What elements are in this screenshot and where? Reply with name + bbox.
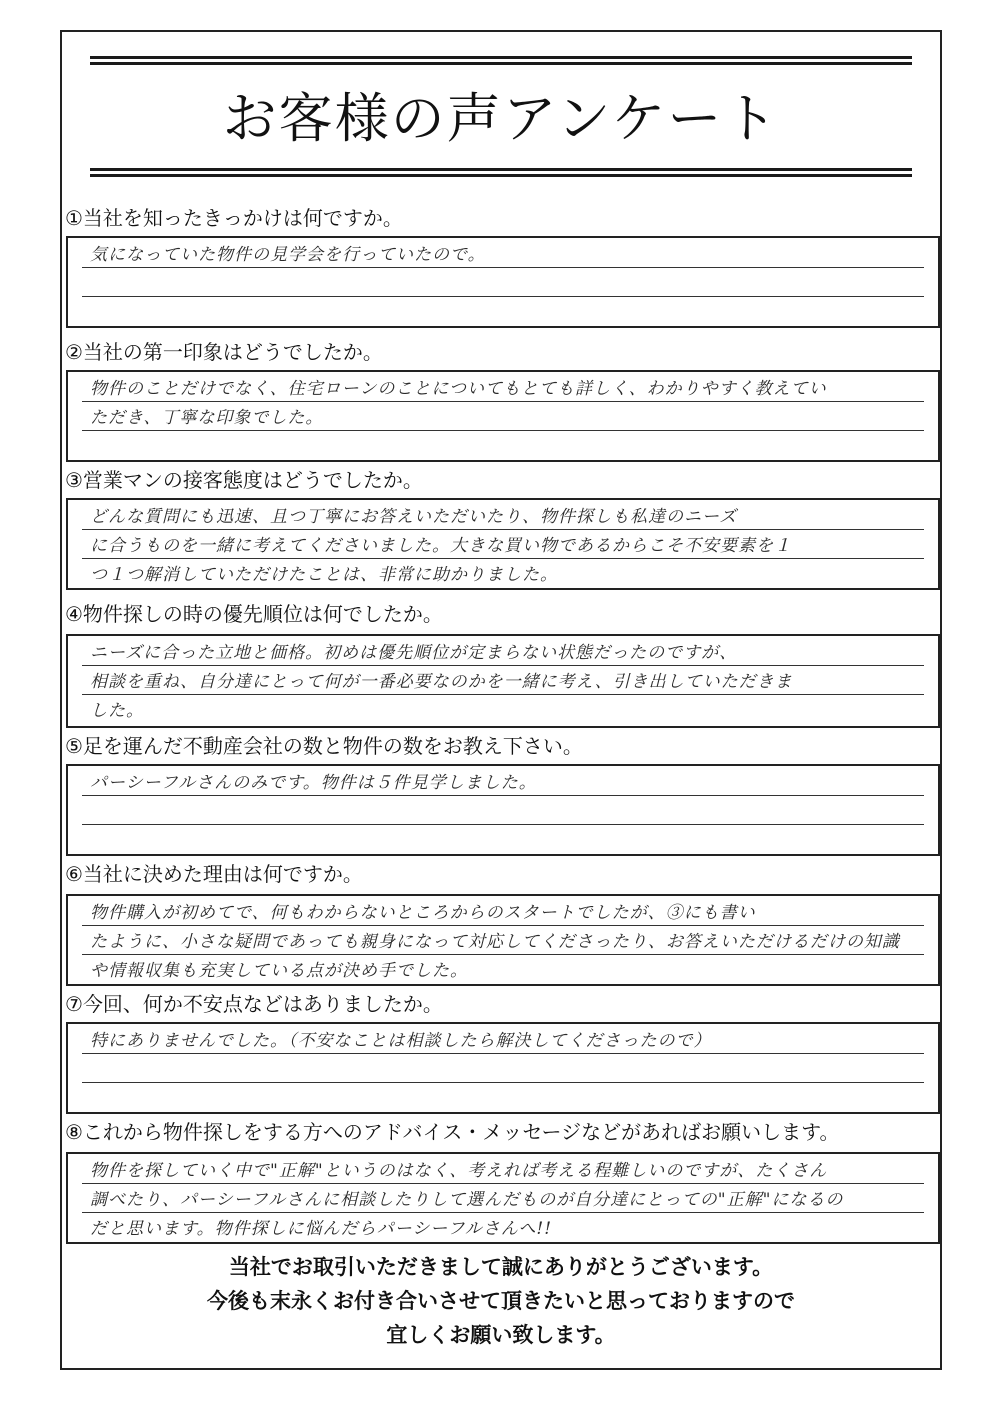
footer-thanks: 当社でお取引いただきまして誠にありがとうございます。 [228, 1255, 774, 1279]
question-6-label: ⑥当社に決めた理由は何ですか。 [65, 862, 363, 886]
answer-rule [82, 1183, 924, 1184]
answer-rule [82, 925, 924, 926]
answer-box-6 [66, 894, 940, 986]
answer-rule [82, 954, 924, 955]
answer-rule [82, 296, 924, 297]
answer-box-3 [66, 498, 940, 590]
answer-rule [82, 529, 924, 530]
survey-sheet [60, 30, 942, 1370]
answer-box-8 [66, 1152, 940, 1244]
answer-box-7 [66, 1022, 940, 1114]
answer-rule [82, 795, 924, 796]
answer-rule [82, 665, 924, 666]
answer-box-4 [66, 634, 940, 728]
question-7-label: ⑦今回、何か不安点などはありましたか。 [65, 992, 443, 1016]
answer-4-line-2: 相談を重ね、自分達にとって何が一番必要なのかを一緒に考え、引き出していただきま [90, 672, 793, 692]
answer-1-line-1: 気になっていた物件の見学会を行っていたので。 [90, 245, 486, 265]
question-5-label: ⑤足を運んだ不動産会社の数と物件の数をお教え下さい。 [65, 734, 583, 758]
answer-2-line-2: ただき、丁寧な印象でした。 [90, 408, 324, 428]
footer-message: 今後も末永くお付き合いさせて頂きたいと思っておりますので [207, 1289, 795, 1313]
page-title: お客様の声アンケート [222, 87, 780, 150]
answer-box-1 [66, 236, 940, 328]
answer-rule [82, 267, 924, 268]
title-area [90, 52, 912, 180]
answer-2-line-1: 物件のことだけでなく、住宅ローンのことについてもとても詳しく、わかりやすく教えてい [90, 379, 827, 399]
answer-rule [82, 694, 924, 695]
answer-4-line-1: ニーズに合った立地と価格。初めは優先順位が定まらない状態だったのですが、 [90, 643, 738, 663]
answer-6-line-3: や情報収集も充実している点が決め手でした。 [90, 961, 468, 981]
answer-4-line-3: した。 [90, 701, 144, 721]
answer-8-line-1: 物件を探していく中で"正解"というのはなく、考えれば考える程難しいのですが、たくさん [90, 1161, 828, 1181]
answer-8-line-3: だと思います。物件探しに悩んだらパーシーフルさんへ!! [90, 1219, 553, 1239]
answer-rule [82, 558, 924, 559]
answer-3-line-1: どんな質問にも迅速、且つ丁寧にお答えいただいたり、物件探しも私達のニーズ [90, 507, 738, 527]
answer-box-2 [66, 370, 940, 462]
answer-5-line-1: パーシーフルさんのみです。物件は５件見学しました。 [90, 773, 537, 793]
title-rule-bottom [90, 168, 912, 177]
footer-closing: 宜しくお願い致します。 [386, 1323, 616, 1347]
answer-rule [82, 1212, 924, 1213]
answer-rule [82, 401, 924, 402]
answer-7-line-1: 特にありませんでした。（不安なことは相談したら解決してくださったので） [90, 1031, 712, 1051]
answer-rule [82, 1082, 924, 1083]
answer-rule [82, 430, 924, 431]
question-2-label: ②当社の第一印象はどうでしたか。 [65, 340, 383, 364]
answer-8-line-2: 調べたり、パーシーフルさんに相談したりして選んだものが自分達にとっての"正解"になるの [90, 1190, 844, 1210]
answer-6-line-1: 物件購入が初めてで、何もわからないところからのスタートでしたが、③にも書い [90, 903, 756, 923]
question-3-label: ③営業マンの接客態度はどうでしたか。 [65, 468, 423, 492]
title-rule-top [90, 56, 912, 65]
answer-3-line-2: に合うものを一緒に考えてくださいました。大きな買い物であるからこそ不安要素を１ [90, 536, 792, 556]
answer-box-5 [66, 764, 940, 856]
answer-6-line-2: たように、小さな疑問であっても親身になって対応してくださったり、お答えいただけるだけの知識 [90, 932, 900, 952]
question-8-label: ⑧これから物件探しをする方へのアドバイス・メッセージなどがあればお願いします。 [65, 1120, 840, 1144]
question-1-label: ①当社を知ったきっかけは何ですか。 [65, 206, 403, 230]
answer-rule [82, 824, 924, 825]
question-4-label: ④物件探しの時の優先順位は何でしたか。 [65, 602, 443, 626]
answer-rule [82, 1053, 924, 1054]
answer-3-line-3: つ１つ解消していただけたことは、非常に助かりました。 [90, 565, 558, 585]
